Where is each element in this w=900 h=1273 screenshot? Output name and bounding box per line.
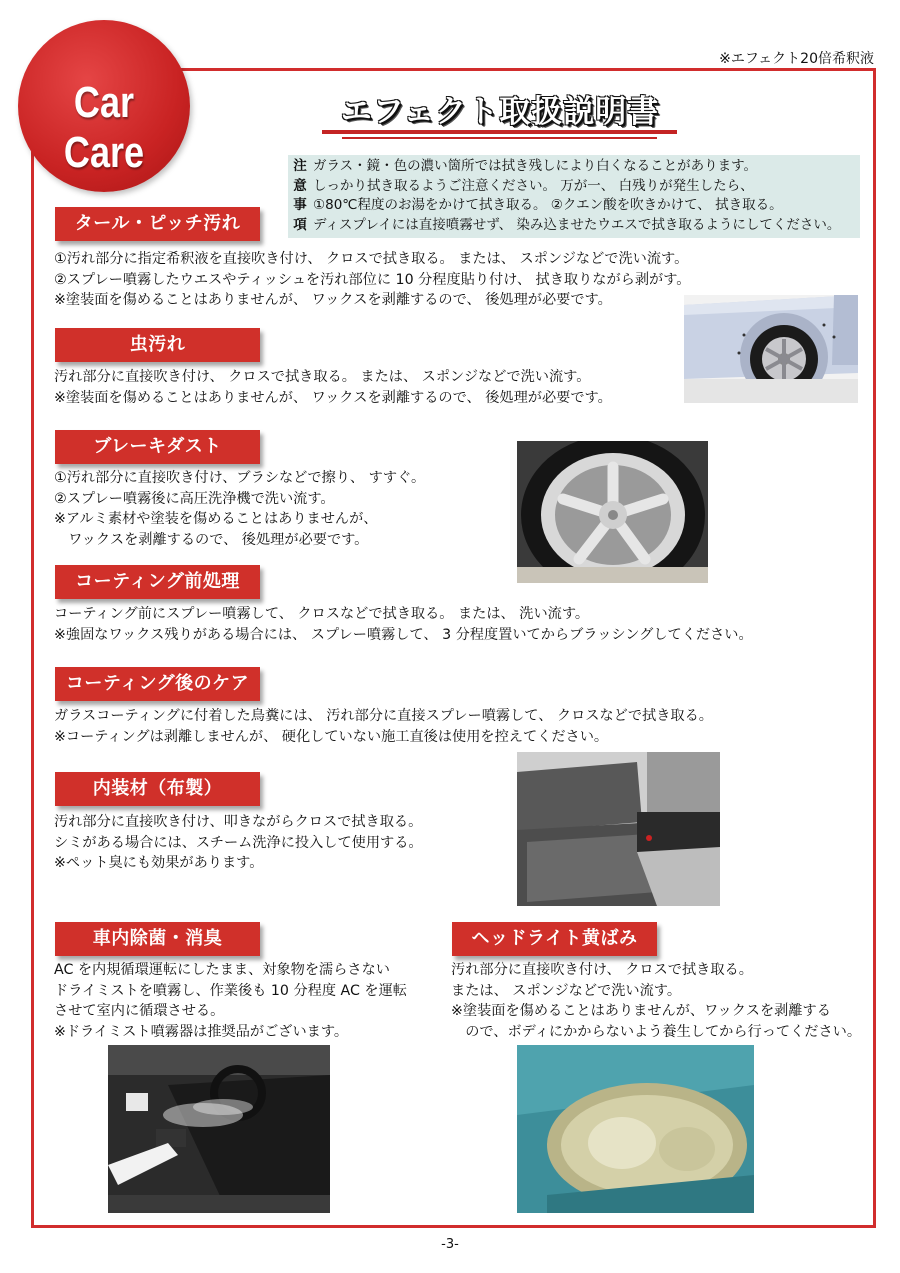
text-line: ②スプレー噴霧したウエスやティッシュを汚れ部位に 10 分程度貼り付け、 拭き取りながら剥がす。 [54,271,691,288]
text-line: ②スプレー噴霧後に高圧洗浄機で洗い流す。 [54,490,335,507]
text-line: シミがある場合には、スチーム洗浄に投入して使用する。 [54,834,423,851]
text-line: ※強固なワックス残りがある場合には、 スプレー噴霧して、 3 分程度置いてからブラッシングしてください。 [54,626,753,643]
text-line: AC を内規循環運転にしたまま、対象物を濡らさない [54,962,390,978]
text-line: させて室内に循環させる。 [54,1003,225,1019]
caution-label [290,157,310,235]
text-bug-stains [54,367,612,408]
caution-label-char: 事 [293,197,307,213]
text-line: ので、ボディにかからないよう養生してから行ってください。 [451,1023,862,1040]
caution-label-char: 注 [293,158,307,174]
caution-line: ①80℃程度のお湯をかけて拭き取る。 ②クエン酸を吹きかけて、 拭き取る。 [313,197,783,213]
caution-text [313,157,861,235]
text-pre-coating [54,604,753,645]
text-line: ワックスを剥離するので、 後処理が必要です。 [54,531,369,548]
heading-tar-pitch: タール・ピッチ汚れ [55,207,260,241]
text-line: ①汚れ部分に直接吹き付け、ブラシなどで擦り、 すすぐ。 [54,470,426,486]
text-line: ※アルミ素材や塗装を傷めることはありませんが、 [54,511,378,527]
text-line: または、 スポンジなどで洗い流す。 [451,982,682,999]
caution-line: ガラス・鏡・色の濃い箇所では拭き残しにより白くなることがあります。 [313,158,758,174]
page-number: -3- [441,1237,459,1252]
car-body-photo [684,295,858,403]
text-line: ガラスコーティングに付着した鳥糞には、 汚れ部分に直接スプレー噴霧して、 クロスなどで拭き取る。 [54,708,713,724]
text-line: コーティング前にスプレー噴霧して、 クロスなどで拭き取る。 または、 洗い流す。 [54,606,590,622]
car-seat-photo [517,752,720,906]
mist-sprayer-photo [108,1045,330,1213]
caution-label-char: 項 [293,216,307,233]
text-line: ※塗装面を傷めることはありませんが、ワックスを剥離する [451,1003,831,1019]
caution-label-char: 意 [293,177,307,194]
text-line: ドライミストを噴霧し、作業後も 10 分程度 AC を運転 [54,982,407,999]
dilution-note: ※エフェクト20倍希釈液 [719,51,874,67]
text-post-coating [54,706,713,747]
title-underline-thin [342,137,657,139]
text-headlight [451,960,861,1042]
text-line: 汚れ部分に直接吹き付け、 クロスで拭き取る。 [451,962,753,978]
wheel-photo [517,441,708,583]
caution-line: ディスプレイには直接噴霧せず、 染み込ませたウエスで拭き取るようにしてください。 [313,216,841,233]
logo-text: Car Care [63,78,145,177]
text-line: ※塗装面を傷めることはありませんが、 ワックスを剥離するので、 後処理が必要です。 [54,389,612,406]
text-sterilization [54,960,407,1042]
text-line: ※ペット臭にも効果があります。 [54,855,264,871]
text-brake-dust [54,468,425,550]
text-line: ①汚れ部分に指定希釈液を直接吹き付け、 クロスで拭き取る。 または、 スポンジなどで洗い流す。 [54,251,689,267]
text-interior-fabric [54,812,423,874]
heading-headlight: ヘッドライト黄ばみ [452,922,657,956]
text-line: ※ドライミスト噴霧器は推奨品がございます。 [54,1023,349,1040]
text-line: 汚れ部分に直接吹き付け、叩きながらクロスで拭き取る。 [54,814,423,830]
caution-line: しっかり拭き取るようご注意ください。 万が一、 白残りが発生したら、 [313,177,754,194]
heading-brake-dust: ブレーキダスト [55,430,260,464]
heading-bug-stains: 虫汚れ [55,328,260,362]
heading-sterilization: 車内除菌・消臭 [55,922,260,956]
title-underline [322,130,677,134]
text-tar-pitch [54,249,691,311]
text-line: ※コーティングは剥離しませんが、 硬化していない施工直後は使用を控えてください。 [54,728,609,745]
text-line: ※塗装面を傷めることはありませんが、 ワックスを剥離するので、 後処理が必要です。 [54,292,612,308]
heading-post-coating: コーティング後のケア [55,667,260,701]
page-title: エフェクト取扱説明書 [340,94,660,130]
text-line: 汚れ部分に直接吹き付け、 クロスで拭き取る。 または、 スポンジなどで洗い流す。 [54,369,591,385]
heading-interior-fabric: 内装材（布製） [55,772,260,806]
headlight-photo [517,1045,754,1213]
heading-pre-coating: コーティング前処理 [55,565,260,599]
